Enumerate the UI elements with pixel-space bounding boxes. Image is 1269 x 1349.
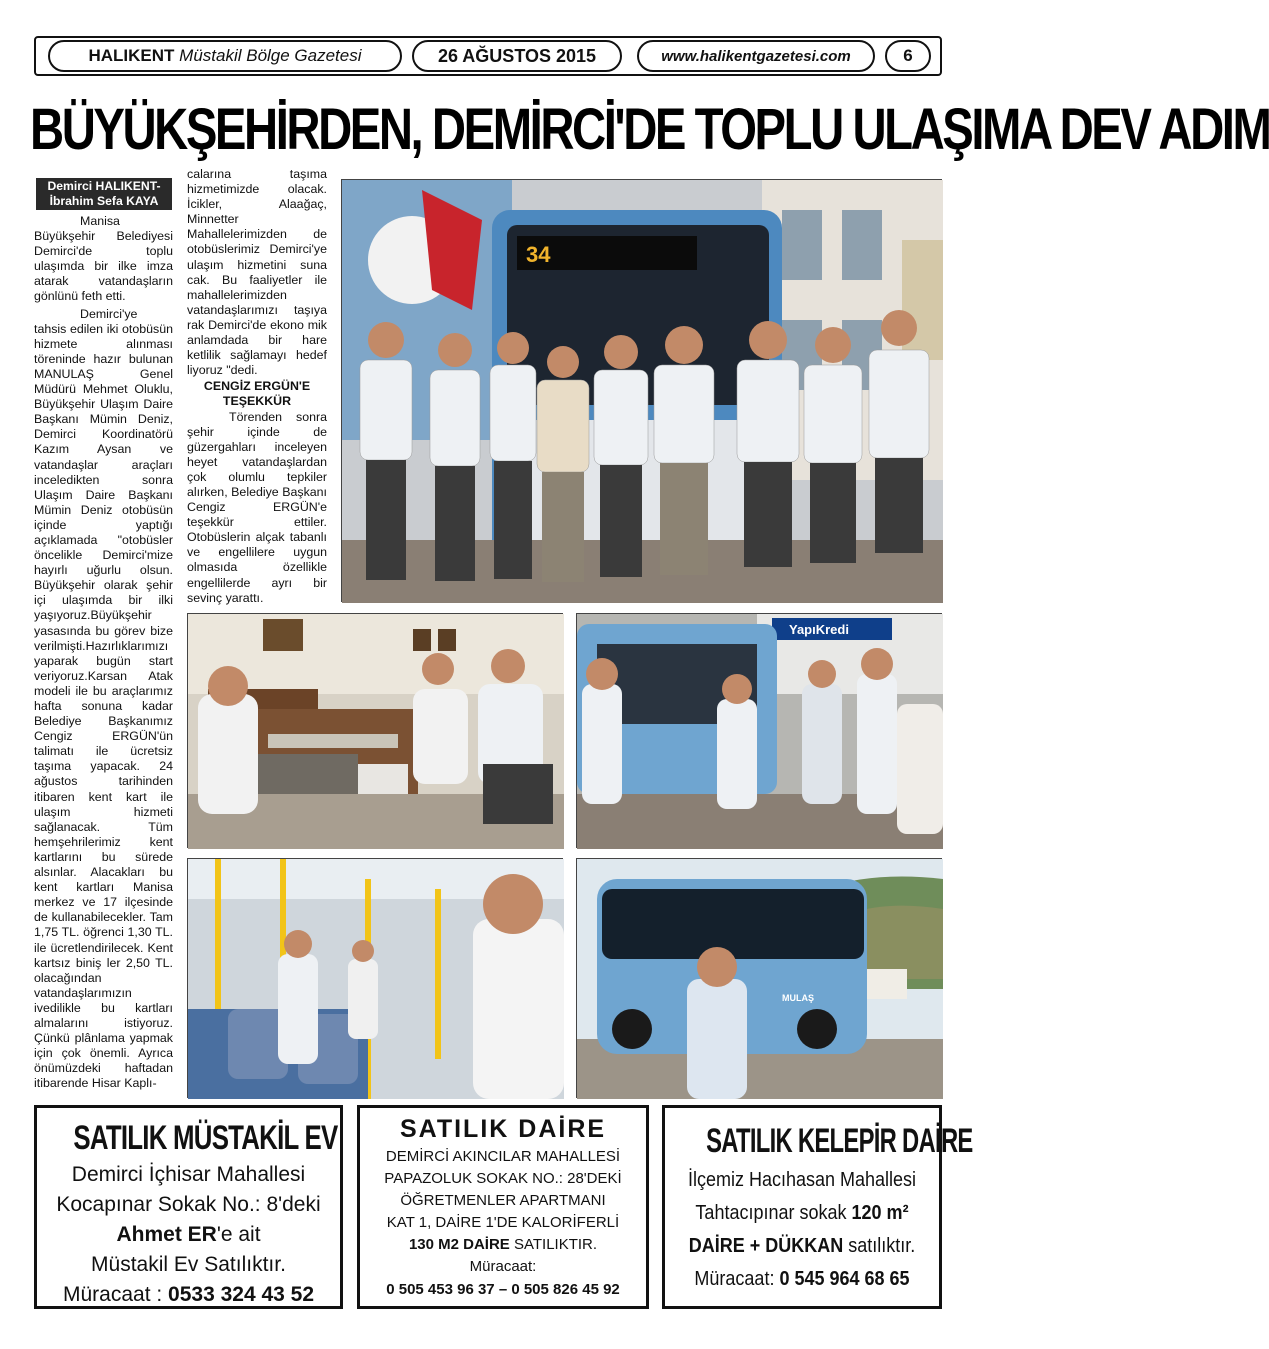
ad-bargain-type-suffix: satılıktır. (843, 1235, 916, 1257)
photo-office-svg (188, 614, 564, 849)
classified-ad-apartment (357, 1105, 649, 1309)
website-link[interactable]: www.halikentgazetesi.com (661, 47, 851, 65)
website-pill (637, 40, 875, 72)
subhead-line-1: CENGİZ ERGÜN'E (203, 379, 311, 394)
ad-house-line-3 (37, 1220, 340, 1250)
byline-source: Demirci HALIKENT- (47, 179, 161, 193)
ad-house-phone: 0533 324 43 52 (168, 1283, 315, 1306)
ad-apartment-contact-label: Müracaat: (469, 1258, 537, 1275)
issue-date: 26 AĞUSTOS 2015 (437, 45, 597, 66)
bus-brand-logo: MULAŞ (782, 993, 814, 1003)
article-column-2 (187, 167, 327, 603)
masthead-pill (48, 40, 402, 72)
ad-apartment-phones: 0 505 453 96 37 – 0 505 826 45 92 (386, 1281, 620, 1298)
page-number: 6 (903, 46, 913, 65)
ad-house-line-2: Kocapınar Sokak No.: 8'deki (56, 1193, 321, 1216)
ad-house-owner: Ahmet ER (116, 1223, 217, 1246)
ad-apartment-line-1: DEMİRCİ AKINCILAR MAHALLESİ (385, 1148, 621, 1165)
masthead-name: HALIKENT (88, 46, 175, 65)
photo-office-meeting (187, 613, 563, 848)
photo-officials-svg (342, 180, 943, 603)
paragraph-thanks: Törenden sonra şehir içinde de güzergahları inceleyen heyet vatandaşlardan çok olumlu tepkiler alırken, Belediye Başkanı Cengiz ERGÜN'e teşekkür ettiler. Otobüslerin alçak tabanlı ve engellilere uygun olmasıda özellikle engellilerde ayrı bir sevinç yarattı. (187, 409, 327, 605)
byline-author: İbrahim Sefa KAYA (49, 194, 159, 208)
ad-apartment-size-suffix: SATILIKTIR. (509, 1236, 598, 1253)
paragraph-continued: calarına taşıma hizmetimizde olacak. İcikler, Alaağaç, Minnetter Mahallelerimizden de otobüslerimiz Demirci'ye ulaşım hizmetini suna cak. Bu faaliyetler ile mahallelerimizden vatandaşlarımızı taşıya rak Demirci'de ekono mik anlamdada bir hare ketlilik sağlamayı hedef liyoruz "dedi. (187, 167, 327, 378)
byline-box (36, 178, 172, 210)
ad-apartment-size: 130 M2 DAİRE (408, 1236, 510, 1253)
ad-apartment-title: SATILIK DAİRE (399, 1115, 607, 1143)
classified-ad-house (34, 1105, 343, 1309)
photo-street-svg (577, 614, 943, 849)
paragraph-intro: Manisa Büyükşehir Belediyesi Demirci'de toplu ulaşımda bir ilke imza atarak vatandaşların gönlünü feth etti. (34, 214, 173, 304)
ad-house-owner-suffix: 'e ait (216, 1223, 261, 1246)
ad-bargain-area: 120 m² (851, 1202, 909, 1224)
ad-house-contact-label: Müracaat : (62, 1283, 169, 1306)
headline: BÜYÜKŞEHİRDEN, DEMİRCİ'DE TOPLU ULAŞIMA DEV ADIM (30, 97, 1269, 162)
photo-inside-svg (188, 859, 564, 1099)
photo-bus-exterior (576, 858, 942, 1098)
ad-house-line-4: Müstakil Ev Satılıktır. (91, 1253, 286, 1276)
subhead-line-2: TEŞEKKÜR (222, 394, 292, 409)
article-column-1 (34, 214, 173, 1100)
ad-house-line-1: Demirci İçhisar Mahallesi (71, 1163, 306, 1186)
date-pill (412, 40, 622, 72)
paragraph-body: Demirci'ye tahsis edilen iki otobüsün hizmete alınması töreninde hazır bulunan MANULAŞ Genel Müdürü Mehmet Oluklu, Büyükşehir Ulaşım Daire Başkanı Mümin Deniz, Demirci Koordinatörü Kazım Aysan ve vatandaşlar araçları inceledikten sonra Ulaşım Daire Başkanı Mümin Deniz otobüsün içinde yaptığı açıklamada "otobüsler öncelikle Demirci'mize hayırlı uğurlu olsun. Büyükşehir olarak şehir içi ulaşımda bir ilki yaşıyoruz.Büyükşehir yasasında bu görev bize verilmişti.Hazırlıklarımızı yaparak bugün start veriyoruz.Karsan Atak modeli ile bu araçlarımız hafta sonuna kadar Belediye Başkanımız Cengiz ERGÜN'ün talimatı ile ücretsiz taşıma yapacak. 24 ağustos tarihinden itibaren kent kart ile ulaşım hizmeti sağlanacak. Tüm hemşehrilerimiz kent kartlarını bu sürede alsınlar. Alacakları bu kent kartları Manisa merkez ve 17 ilçesinde de kullanabilecekler. Tam 1,75 TL. öğrenci 1,30 TL. ile ücretlendirilecek. Kent kartsız biniş ler 2,50 TL. olacağından vatandaşlarımızın ivedilikle bu kartları almalarını istiyoruz. Çünkü plânlama yapmak için çok önemli. Ayrıca önümüzdeki haftadan itibarende Hisar Kaplı- (34, 306, 173, 1091)
bus-route-display: 34 (526, 242, 551, 267)
ad-apartment-line-3: ÖĞRETMENLER APARTMANI (400, 1192, 606, 1209)
ad-house-contact (37, 1280, 340, 1310)
ad-bargain-contact-label: Müracaat: (694, 1268, 780, 1290)
photo-officials-front-of-bus (341, 179, 942, 602)
bank-sign: YapıKredi (789, 622, 849, 637)
ad-bargain-street: Tahtacıpınar sokak (695, 1202, 852, 1224)
ad-bargain-line-2 (679, 1197, 926, 1230)
masthead-sub: Müstakil Bölge Gazetesi (179, 46, 362, 65)
ad-apartment-line-2: PAPAZOLUK SOKAK NO.: 28'DEKİ (384, 1170, 622, 1187)
classified-ad-bargain (662, 1105, 973, 1309)
ad-bargain-phone: 0 545 964 68 65 (779, 1268, 910, 1290)
ad-bargain-line-3 (679, 1230, 926, 1263)
photo-street-inspection (576, 613, 942, 848)
page-number-pill (885, 40, 931, 72)
ad-apartment-line-4: KAT 1, DAİRE 1'DE KALORİFERLİ (386, 1214, 620, 1231)
ad-apartment-line-5 (360, 1234, 646, 1256)
ad-bargain-type: DAİRE + DÜKKAN (688, 1235, 844, 1257)
ad-bargain-line-1: İlçemiz Hacıhasan Mahallesi (687, 1169, 917, 1191)
subhead (187, 379, 327, 409)
photo-bus-svg (577, 859, 943, 1099)
ad-bargain-contact (679, 1263, 926, 1296)
ad-bargain-title: SATILIK KELEPİR DAİRE (706, 1122, 973, 1160)
ad-house-title: SATILIK MÜSTAKİL EV (73, 1119, 338, 1157)
photo-inside-bus (187, 858, 563, 1098)
